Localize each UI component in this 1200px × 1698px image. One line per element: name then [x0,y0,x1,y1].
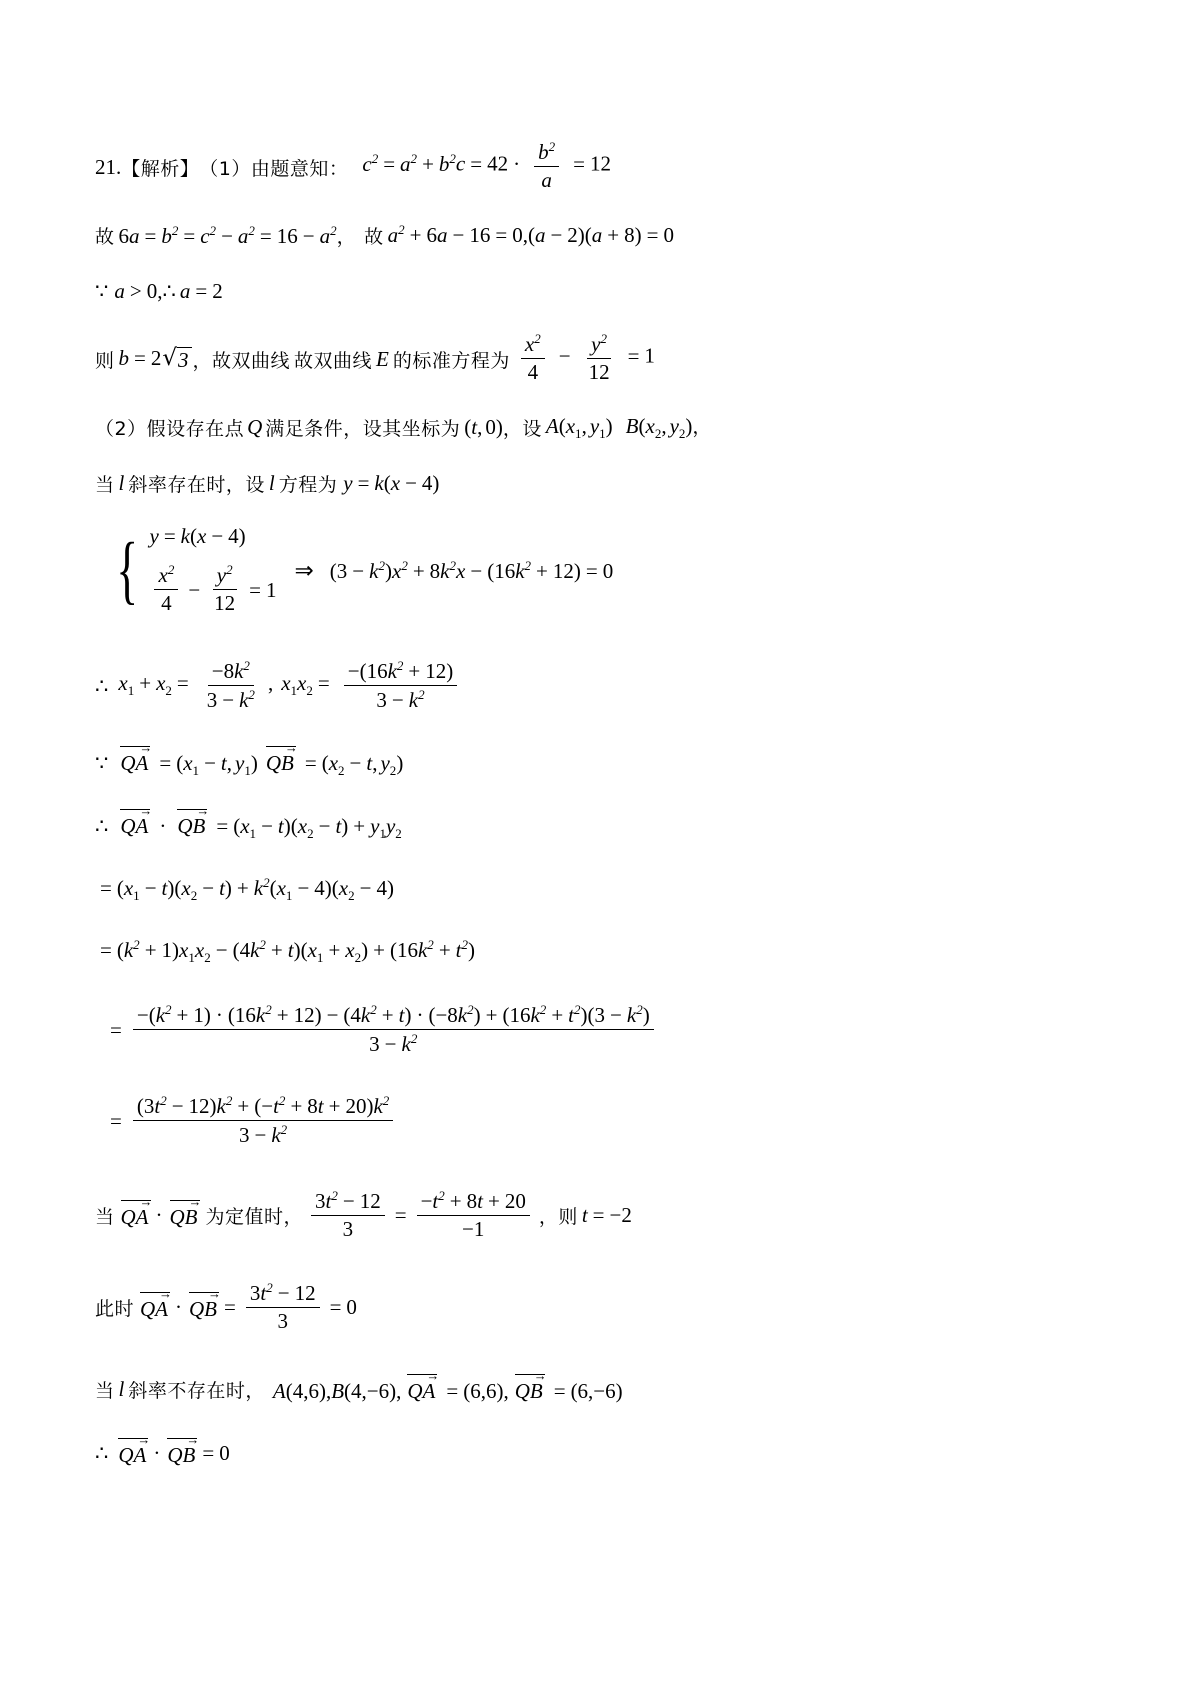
line15-text-2: 为定值时， [205,1206,304,1229]
line2-text-2: 故 [364,225,384,248]
line1-equation: $c^2 = a^2 + b^2c = 42$ · $\frac{b^2}{a}$ = 12 [362,139,611,192]
vector-QB-5: QB → [514,1367,547,1403]
line2-equation-2: $a^2 + 6a - 16 = 0,(a - 2)(a + 8) = 0$ [387,222,674,247]
therefore-symbol-1: ∴ [95,674,109,699]
line3-equation: ∵ a > 0,∴ a = 2 [95,278,223,303]
vector-QA-4: QA → [140,1285,173,1321]
fraction-const-right: $\frac{-t^2 + 8t + 20}{-1}$ [417,1188,530,1242]
line4-text-4: 的标准方程为 [392,349,510,372]
line5-text-2: 满足条件，设其坐标为 [265,417,461,440]
line17-points: A(4,6),B(4,−6), QA → = (6,6), QB → = (6,−6) [272,1367,623,1403]
line6-equation: y = k(x − 4) [343,470,440,495]
line17-text-1: 当 [95,1380,115,1403]
line5-coords: (t, 0) [464,414,503,439]
fraction-y2-over-12: $\frac{y^2}{12}$ [588,331,610,384]
fraction-sum-roots: $\frac{-8k^2}{3 - k^2}$ [206,658,255,713]
line17-line-l: l [118,1377,125,1402]
vector-QB-4: QB → [189,1285,222,1321]
solution-line-9 [95,740,1105,779]
vector-QA-1: QA → [120,740,153,776]
line4-hyperbola-equation: $\frac{x^2}{4}$ − $\frac{y^2}{12}$ = 1 [516,332,655,386]
sqrt-3: √ 3 [162,347,191,373]
solution-line-11 [95,875,1105,905]
therefore-symbol-3: ∴ [95,1441,109,1466]
fraction-const-left: $\frac{3t^2 - 12}{3}$ [311,1188,385,1242]
problem-number: 21. [95,154,122,179]
fraction-big-2-denominator: $3 - k^2$ [238,1121,288,1147]
vector-QA-3: QA → [120,1193,153,1229]
solution-tag: 【解析】 [121,157,200,180]
line6-line-l: l [118,470,125,495]
line6-text-3: 方程为 [278,473,338,496]
line11-expansion: = $(x_1 - t)(x_2 - t) + k^2(x_1 - 4)(x_2 - 4)$ [100,874,394,904]
fraction-big-2 [133,1093,393,1148]
system-line-2: $\frac{x^2}{4}$ − $\frac{y^2}{12}$ = 1 [149,563,276,617]
vector-QA-5: QA → [407,1367,440,1403]
solution-line-2 [95,220,1105,250]
line15-text-3: ，则 [538,1206,578,1229]
solution-line-5 [95,412,1105,442]
line6-line-l2: l [268,470,275,495]
line5-points-AB: $A(x_1$, $y_1$) $B(x_2$, $y_2$)， [545,414,712,442]
fraction-y2-over-12-sys: $\frac{y^2}{12}$ [214,562,236,616]
solution-line-17 [95,1367,1105,1405]
line4-text-2: ，故双曲线 [192,349,291,372]
line16-text: 此时 [95,1298,135,1321]
solution-line-16: 此时 QA → · QB → = $\frac{3t^2 - 12}{3}$ = 0 [95,1279,357,1333]
line5-text-3: ，设 [502,417,542,440]
line17-text-2: 斜率不存在时， [128,1380,265,1403]
fraction-final-value: $\frac{3t^2 - 12}{3}$ [246,1280,320,1334]
solution-line-3 [95,276,1105,306]
fraction-big-2-numerator: $(3t^2 - 12)k^2 + (-t^2 + 8t + 20)k^2$ [133,1093,393,1121]
line4-text-3: 故双曲线 [294,349,373,372]
solution-system-block [95,524,1105,617]
because-symbol-1: ∵ [95,751,109,776]
solution-line-1 [95,140,1105,194]
line13-equals: = [110,1017,122,1042]
line15-text-1: 当 [95,1206,115,1229]
solution-line-8 [95,659,1105,714]
fraction-product-roots: $\frac{-(16k^2 + 12)}{3 - k^2}$ [344,658,458,713]
line10-dot-product: QA → · QB → = $(x_1 - t)(x_2 - t) + y_1y_2$ [120,803,402,842]
line2-text-1: 故 [95,225,115,248]
line12-expansion: = $(k^2 + 1)x_1x_2 - (4k^2 + t)(x_1 + x_2) + (16k^2 + t^2)$ [100,936,476,966]
line5-point-Q: Q [247,414,263,439]
system-line-1: y = k ( x − 4 ) [149,524,246,549]
fraction-big-1-denominator: $3 - k^2$ [369,1030,418,1056]
fraction-big-1 [133,1002,654,1057]
line8-vieta: $x_1 + x_2$ = $\frac{-8k^2}{3 - k^2}$ , $x_1x_2$ = $\frac{-(16k^2 + 12)}{3 - k^2}$ [118,659,462,714]
line1-prefix: （1）由题意知： [199,157,349,180]
solution-line-4 [95,332,1105,386]
vector-QB-6: QB → [167,1431,200,1467]
vector-QA-2: QA → [120,803,153,839]
system-result: ⇒ $(3 - k^2)x^2 + 8k^2x - (16k^2 + 12) = 0$ [294,557,614,583]
vector-QB-3: QB → [169,1193,202,1229]
fraction-x2-over-4-sys: $\frac{x^2}{4}$ [154,562,178,616]
system-lines [143,524,276,617]
line6-text-2: 斜率存在时，设 [128,473,265,496]
line4-b-value: b = 2 √ 3 [119,346,193,373]
line5-text-1: （2）假设存在点 [95,417,245,440]
line9-vectors: QA → = ($x_1 - t$, $y_1$) QB → = ($x_2 - t$, $y_2$) [120,740,404,779]
therefore-symbol-2: ∴ [95,814,109,839]
solution-line-15: 当 QA → · QB → 为定值时， $\frac{3t^2 - 12}{3}$ = $\frac{-t^2 + 8t + 20}{-1}$ ，则 t = −2 [95,1187,632,1241]
fraction-b2-over-a: $\frac{b^2}{a}$ [534,139,559,193]
solution-line-14 [105,1094,1105,1149]
solution-line-10 [95,803,1105,842]
line4-text-1: 则 [95,349,115,372]
line15-t-value: t = −2 [581,1203,632,1228]
solution-line-18: ∴ QA → · QB → = 0 [95,1431,230,1467]
line2-equation-1: $6a = b^2 = c^2 - a^2 = 16 - a^2$， [118,222,357,248]
line6-text-1: 当 [95,473,115,496]
solution-line-6 [95,468,1105,498]
vector-QB-1: QB → [265,740,298,776]
solution-line-12 [95,937,1105,967]
line14-equals: = [110,1108,122,1133]
line4-curve-label: E [376,346,389,371]
left-brace: { [116,528,139,613]
vector-QA-6: QA → [118,1431,151,1467]
fraction-big-1-numerator: $-(k^2 + 1) \cdot (16k^2 + 12) - (4k^2 + t) \cdot (-8k^2) + (16k^2 + t^2)(3 - k^2)$ [133,1002,654,1030]
fraction-x2-over-4: $\frac{x^2}{4}$ [521,331,545,385]
solution-line-13 [105,1003,1105,1058]
equation-system [109,524,277,617]
vector-QB-2: QB → [177,803,210,839]
